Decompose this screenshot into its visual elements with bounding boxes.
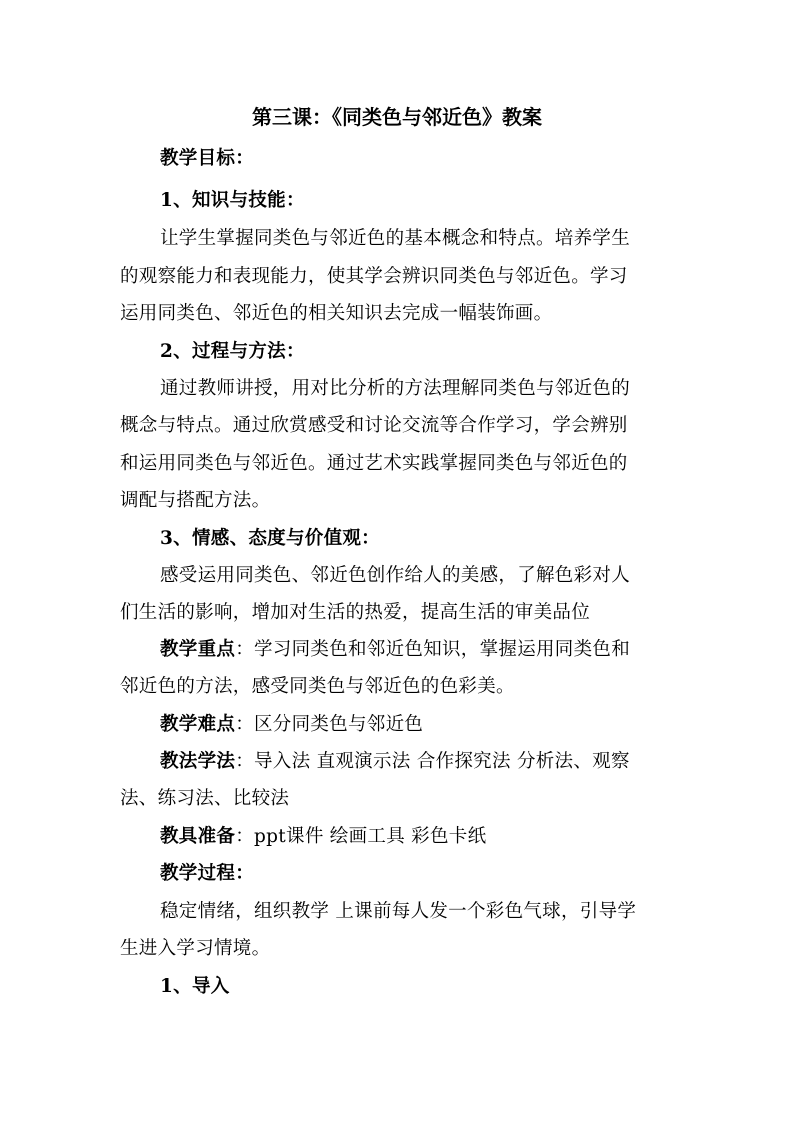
section1-heading: 1、知识与技能：: [160, 190, 305, 211]
objectives-heading: 教学目标：: [160, 148, 255, 169]
section1-line: 让学生掌握同类色与邻近色的基本概念和特点。培养学生: [160, 228, 631, 249]
methods-line: [120, 745, 680, 779]
intro-heading: 1、导入: [160, 976, 230, 997]
section2-heading: 2、过程与方法：: [160, 341, 305, 362]
difficulty-label: 教学难点: [160, 714, 236, 735]
methods-text: ：导入法 直观演示法 合作探究法 分析法、观察: [235, 751, 630, 772]
section3-heading: 3、情感、态度与价值观：: [160, 528, 380, 549]
process-line: 稳定情绪，组织教学 上课前每人发一个彩色气球，引导学: [160, 901, 637, 922]
section1-line: 运用同类色、邻近色的相关知识去完成一幅装饰画。: [120, 303, 553, 324]
methods-line: 法、练习法、比较法: [120, 788, 290, 809]
section3-line: 感受运用同类色、邻近色创作给人的美感，了解色彩对人: [160, 565, 631, 586]
difficulty-line: [120, 708, 680, 742]
section1-line: 的观察能力和表现能力，使其学会辨识同类色与邻近色。学习: [120, 266, 628, 287]
process-heading: 教学过程：: [160, 863, 255, 884]
tools-text: ：ppt课件 绘画工具 彩色卡纸: [235, 826, 487, 847]
key-points-line: 邻近色的方法，感受同类色与邻近色的色彩美。: [120, 676, 515, 697]
key-points-line: [120, 633, 680, 667]
section3-line: 们生活的影响，增加对生活的热爱，提高生活的审美品位: [120, 602, 591, 623]
section2-line: 调配与搭配方法。: [120, 490, 271, 511]
key-points-label: 教学重点: [160, 639, 236, 660]
section2-line: 概念与特点。通过欣赏感受和讨论交流等合作学习，学会辨别: [120, 415, 628, 436]
section2-line: 和运用同类色与邻近色。通过艺术实践掌握同类色与邻近色的: [120, 453, 628, 474]
document-title: 第三课：《同类色与邻近色》教案: [252, 105, 542, 129]
section2-line: 通过教师讲授，用对比分析的方法理解同类色与邻近色的: [160, 378, 631, 399]
methods-label: 教法学法: [160, 751, 236, 772]
process-line: 生进入学习情境。: [120, 938, 271, 959]
tools-label: 教具准备: [160, 826, 236, 847]
difficulty-text: ：区分同类色与邻近色: [235, 714, 424, 735]
tools-line: [120, 820, 680, 854]
key-points-text: ：学习同类色和邻近色知识，掌握运用同类色和: [235, 639, 631, 660]
